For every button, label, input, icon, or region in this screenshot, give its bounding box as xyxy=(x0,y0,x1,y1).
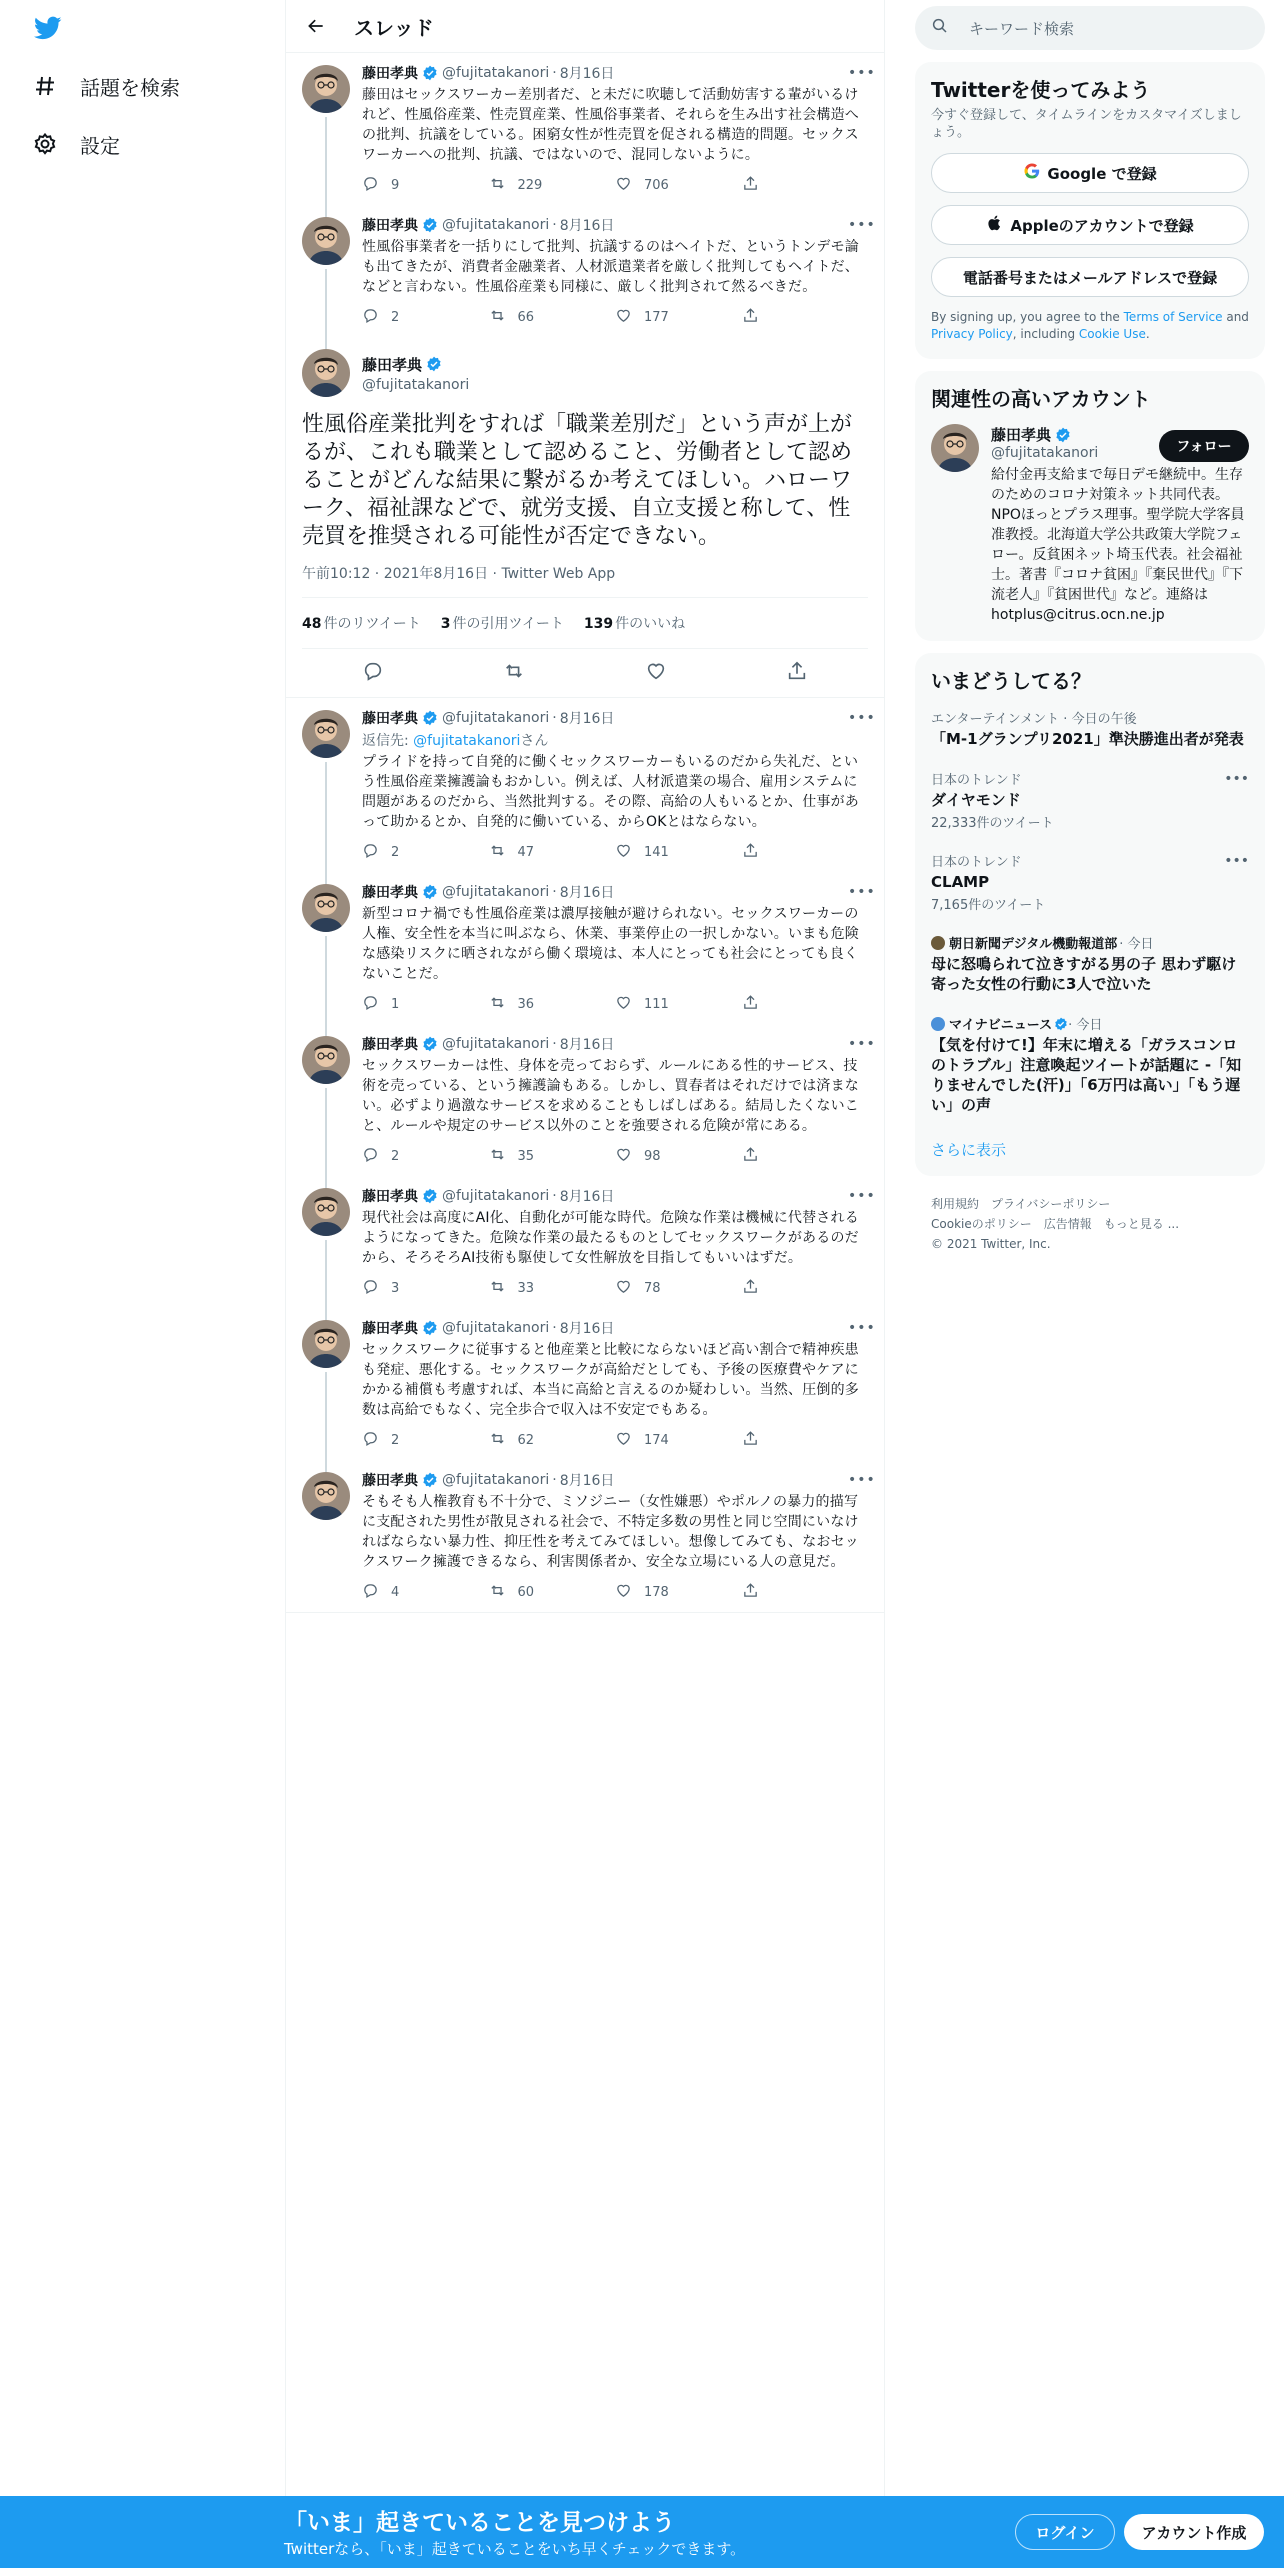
reply-icon xyxy=(362,307,391,328)
retweet-count: 60 xyxy=(517,1584,535,1600)
cookie-link[interactable]: Cookie Use xyxy=(1078,327,1146,341)
trend-title: 「M-1グランプリ2021」準決勝進出者が発表 xyxy=(931,730,1244,748)
reply-icon xyxy=(362,1582,391,1603)
bottom-signup-banner xyxy=(0,2496,1284,2568)
like-icon xyxy=(615,1278,644,1299)
like-button[interactable] xyxy=(615,994,742,1015)
like-icon xyxy=(615,1430,644,1451)
news-source: マイナビニュース xyxy=(949,1018,1053,1033)
more-options-icon[interactable]: ••• xyxy=(848,1472,876,1488)
share-button[interactable] xyxy=(742,994,869,1015)
more-options-icon[interactable]: ••• xyxy=(848,710,876,726)
related-account-name[interactable]: 藤田孝典 xyxy=(991,426,1052,444)
footer-link[interactable]: プライバシーポリシー xyxy=(991,1197,1111,1211)
author-handle[interactable]: @fujitatakanori xyxy=(442,217,550,233)
reply-button[interactable] xyxy=(362,1582,489,1603)
reply-icon[interactable] xyxy=(362,660,384,686)
focused-tweet-text: 性風俗産業批判をすれば「職業差別だ」という声が上がるが、これも職業として認めること、労働者として認めることがどんな結果に繋がるか考えてほしい。ハローワーク、福祉課などで、就労支援、自立支援と称して、性売買を推奨される可能性が否定できない。 xyxy=(302,412,853,549)
thread-connector xyxy=(325,936,327,1036)
footer xyxy=(915,1176,1265,1272)
retweet-icon xyxy=(489,175,518,196)
thread-header xyxy=(286,0,884,53)
avatar[interactable] xyxy=(931,424,979,472)
author-name[interactable]: 藤田孝典 xyxy=(362,355,423,374)
related-accounts-card xyxy=(915,371,1265,641)
retweet-count: 62 xyxy=(517,1432,535,1448)
share-button[interactable] xyxy=(742,1430,869,1451)
retweet-button[interactable] xyxy=(489,1430,616,1451)
verified-badge-icon xyxy=(426,356,442,372)
tweet-text: セックスワークに従事すると他産業と比較にならないほど高い割合で精神疾患も発症、悪化する。セックスワークが高給だとしても、予後の医療費やケアにかかる補償も考慮すれば、本当に高給と言えるのか疑わしい。当然、圧倒的多数は高給でもなく、完全歩合で収入は不安定でもある。 xyxy=(362,1342,859,1418)
reply-icon xyxy=(362,1430,391,1451)
author-name[interactable]: 藤田孝典 xyxy=(362,711,418,727)
like-count: 706 xyxy=(644,177,669,193)
hashtag-icon xyxy=(32,73,58,99)
like-icon xyxy=(615,1146,644,1167)
author-name[interactable]: 藤田孝典 xyxy=(362,1189,418,1205)
apple-signup-label: Appleのアカウントで登録 xyxy=(1010,216,1194,235)
retweet-button[interactable] xyxy=(489,1278,616,1299)
reply-button[interactable] xyxy=(362,307,489,328)
avatar[interactable] xyxy=(302,710,350,758)
thread-tweet[interactable]: ••• 藤田孝典 @fujitatakanori · 8月16日 セックスワークに従事すると他産業と比較にならないほど高い割合で精神疾患も発症、悪化する。セックスワークが高給だとしても、予後の医療費やケアにかかる補償も考慮すれば、本当に高給と言えるのか疑わしい。当然、圧倒的多数は高給でもなく、完全歩合で収入は不安定でもある。 2 62 174 xyxy=(286,1308,884,1460)
retweet-button[interactable] xyxy=(489,175,616,196)
share-icon xyxy=(742,842,771,863)
tweet-date[interactable]: 8月16日 xyxy=(559,1189,615,1205)
trends-card xyxy=(915,653,1265,1176)
more-options-icon[interactable]: ••• xyxy=(848,884,876,900)
share-button[interactable] xyxy=(742,175,869,196)
signup-card-subtitle: 今すぐ登録して、タイムラインをカスタマイズしましょう。 xyxy=(931,108,1242,140)
news-source-icon xyxy=(931,936,945,950)
retweet-count: 36 xyxy=(517,996,535,1012)
verified-badge-icon xyxy=(1055,427,1071,443)
trend-title: 【気を付けて!】年末に増える「ガラスコンロのトラブル」注意喚起ツイートが話題に -「知りませんでした(汗)」「6万円は高い」「もう遅い」の声 xyxy=(931,1036,1242,1114)
tweet-source[interactable]: · Twitter Web App xyxy=(488,566,615,582)
apple-icon xyxy=(986,214,1010,236)
nav-explore-label: 話題を検索 xyxy=(80,75,180,100)
more-options-icon[interactable]: ••• xyxy=(1224,771,1249,787)
thread-connector xyxy=(325,269,327,349)
avatar[interactable] xyxy=(302,1472,350,1520)
banner-subtitle: Twitterなら、「いま」起きていることをいち早くチェックできます。 xyxy=(284,2540,746,2558)
trend-item[interactable] xyxy=(915,698,1265,759)
trend-count: 22,333件のツイート xyxy=(931,816,1054,831)
related-account-bio: 給付金再支給まで毎日デモ継続中。生存のためのコロナ対策ネット共同代表。NPOほっとプラス理事。聖学院大学客員准教授。北海道大学公共政策大学院フェロー。反貧困ネット埼玉代表。社会福祉士。著書『コロナ貧困』『棄民世代』『下流老人』『貧困世代』など。連絡はhotplus@citrus.ocn.ne.jp xyxy=(991,467,1245,623)
reply-count: 4 xyxy=(391,1584,400,1600)
tweet-meta xyxy=(302,563,868,583)
nav-settings[interactable] xyxy=(32,124,120,164)
tweet-date[interactable]: 8月16日 xyxy=(559,1321,615,1337)
share-icon xyxy=(742,1582,771,1603)
thread-tweet[interactable]: ••• 藤田孝典 @fujitatakanori · 8月16日 藤田はセックスワーカー差別者だ、と未だに吹聴して活動妨害する輩がいるけれど、性風俗産業、性売買産業、性風俗事業者、それらを生み出す社会構造への批判、抗議をしている。困窮女性が性売買を促される構造的問題。セックスワーカーへの批判、抗議、ではないので、混同しないように。 9 229 706 xyxy=(286,53,884,205)
login-button[interactable]: ログイン xyxy=(1015,2514,1115,2550)
signup-button[interactable]: アカウント作成 xyxy=(1124,2514,1264,2550)
retweet-count: 33 xyxy=(517,1280,535,1296)
google-signup-label: Google で登録 xyxy=(1047,164,1157,183)
tweet-actions xyxy=(362,165,868,205)
author-name[interactable]: 藤田孝典 xyxy=(362,1473,418,1489)
gear-icon xyxy=(32,131,58,157)
tweet-date[interactable]: 8月16日 xyxy=(559,218,615,234)
thread-before-list xyxy=(286,53,884,337)
avatar[interactable] xyxy=(302,1188,350,1236)
author-name[interactable]: 藤田孝典 xyxy=(362,66,418,82)
tweet-text: 藤田はセックスワーカー差別者だ、と未だに吹聴して活動妨害する輩がいるけれど、性風俗産業、性売買産業、性風俗事業者、それらを生み出す社会構造への批判、抗議をしている。困窮女性が性売買を促される構造的問題。セックスワーカーへの批判、抗議、ではないので、混同しないように。 xyxy=(362,87,859,163)
like-count: 98 xyxy=(644,1148,661,1164)
trend-title: 母に怒鳴られて泣きすがる男の子 思わず駆け寄った女性の行動に3人で泣いた xyxy=(931,955,1237,993)
like-icon[interactable] xyxy=(645,660,667,686)
retweet-count: 66 xyxy=(517,309,535,325)
reply-icon xyxy=(362,994,391,1015)
phone-signup-label: 電話番号またはメールアドレスで登録 xyxy=(962,268,1218,287)
reply-icon xyxy=(362,842,391,863)
reply-count: 3 xyxy=(391,1280,400,1296)
reply-icon xyxy=(362,175,391,196)
retweet-button[interactable] xyxy=(489,994,616,1015)
more-options-icon[interactable]: ••• xyxy=(848,1320,876,1336)
retweet-icon xyxy=(489,1582,518,1603)
retweet-button[interactable] xyxy=(489,307,616,328)
retweet-button[interactable] xyxy=(489,842,616,863)
left-nav xyxy=(0,0,285,2568)
copyright: © 2021 Twitter, Inc. xyxy=(931,1237,1051,1251)
like-count: 111 xyxy=(644,996,669,1012)
reply-to-handle[interactable]: @fujitatakanori xyxy=(413,733,521,749)
tweet-text: セックスワーカーは性、身体を売っておらず、ルールにある性的サービス、技術を売っている、という擁護論もある。しかし、買春者はそれだけでは済まない。必ずより過激なサービスを求めることもしばしばある。結局したくないこと、ルールや規定のサービス以外のことを強要される危険が常にある。 xyxy=(362,1058,859,1134)
search-icon xyxy=(931,17,969,39)
trend-context: 日本のトレンド xyxy=(931,855,1022,870)
footer-link[interactable]: もっと見る ... xyxy=(1103,1217,1180,1231)
more-options-icon[interactable]: ••• xyxy=(848,65,876,81)
trend-context: 日本のトレンド xyxy=(931,773,1022,788)
nav-explore[interactable] xyxy=(32,66,180,106)
avatar[interactable] xyxy=(302,217,350,265)
search-placeholder: キーワード検索 xyxy=(969,19,1075,38)
tweet-text: 性風俗事業者を一括りにして批判、抗議するのはヘイトだ、というトンデモ論も出てきたが、消費者金融業者、人材派遣業者を厳しく批判してもヘイトだ、などと言わない。性風俗産業も同様に、厳しく批判されて然るべきだ。 xyxy=(362,239,859,295)
tweet-date[interactable]: 8月16日 xyxy=(559,1473,615,1489)
follow-button[interactable]: フォロー xyxy=(1159,430,1249,462)
share-button[interactable] xyxy=(742,1146,869,1167)
avatar[interactable] xyxy=(302,1036,350,1084)
like-button[interactable] xyxy=(615,1430,742,1451)
trend-item[interactable]: マイナビニュース · 今日 【気を付けて!】年末に増える「ガラスコンロのトラブル」注意喚起ツイートが話題に -「知りませんでした(汗)」「6万円は高い」「もう遅い」の声 xyxy=(915,1004,1265,1125)
thread-tweet[interactable]: ••• 藤田孝典 @fujitatakanori · 8月16日 現代社会は高度にAI化、自動化が可能な時代。危険な作業は機械に代替されるようになってきた。危険な作業の最たるものとしてセックスワークがあるのだから、そろそろAI技術も駆使して女性解放を目指してもいいはずだ。 3 33 78 xyxy=(286,1176,884,1308)
like-button[interactable] xyxy=(615,1582,742,1603)
reply-icon xyxy=(362,1146,391,1167)
avatar[interactable] xyxy=(302,1320,350,1368)
share-icon xyxy=(742,307,771,328)
retweet-button[interactable] xyxy=(489,1582,616,1603)
tweet-date[interactable]: 8月16日 xyxy=(559,885,615,901)
thread-tweet[interactable]: ••• 藤田孝典 @fujitatakanori · 8月16日 セックスワーカーは性、身体を売っておらず、ルールにある性的サービス、技術を売っている、という擁護論もある。しかし、買春者はそれだけでは済まない。必ずより過激なサービスを求めることもしばしばある。結局したくないこと、ルールや規定のサービス以外のことを強要される危険が常にある。 2 35 98 xyxy=(286,1024,884,1176)
like-count: 177 xyxy=(644,309,669,325)
author-handle[interactable]: @fujitatakanori xyxy=(442,65,550,81)
retweet-button[interactable] xyxy=(489,1146,616,1167)
author-handle[interactable]: @fujitatakanori xyxy=(442,710,550,726)
tweet-stats xyxy=(302,597,868,649)
more-options-icon[interactable]: ••• xyxy=(848,1036,876,1052)
tweet-date[interactable]: 8月16日 xyxy=(559,711,615,727)
like-count: 174 xyxy=(644,1432,669,1448)
reply-count: 2 xyxy=(391,1148,400,1164)
retweet-icon xyxy=(489,994,518,1015)
related-account-handle: @fujitatakanori xyxy=(991,445,1099,461)
news-source-icon xyxy=(931,1017,945,1031)
trend-title: CLAMP xyxy=(931,873,990,891)
show-more-link[interactable]: さらに表示 xyxy=(931,1141,1007,1159)
author-name[interactable]: 藤田孝典 xyxy=(362,1037,418,1053)
reply-icon xyxy=(362,1278,391,1299)
reply-to: 返信先: @fujitatakanoriさん xyxy=(362,733,549,749)
author-name[interactable]: 藤田孝典 xyxy=(362,885,418,901)
trend-title: ダイヤモンド xyxy=(931,791,1021,809)
signup-terms: By signing up, you agree to the Terms of Service and Privacy Policy, including Cookie Use. xyxy=(931,310,1249,341)
banner-title: 「いま」起きていることを見つけよう xyxy=(284,2510,675,2536)
footer-link[interactable]: 広告情報 xyxy=(1043,1217,1092,1231)
tweet-date[interactable]: · 2021年8月16日 xyxy=(370,566,488,582)
tweet-text: そもそも人権教育も不十分で、ミソジニー（女性嫌悪）やポルノの暴力的描写に支配された男性が散見される社会で、不特定多数の男性と同じ空間にいなければならない暴力性、抑圧性を考えてみてほしい。想像してみても、なおセックスワーク擁護できるなら、利害関係者か、安全な立場にいる人の意見だ。 xyxy=(362,1494,859,1570)
author-handle[interactable]: @fujitatakanori xyxy=(362,376,470,393)
tweet-actions xyxy=(362,1420,868,1460)
share-icon[interactable] xyxy=(786,660,808,686)
tweet-date[interactable]: 8月16日 xyxy=(559,1037,615,1053)
avatar[interactable] xyxy=(302,349,350,397)
trend-item[interactable] xyxy=(915,759,1265,841)
retweet-count: 229 xyxy=(517,177,543,193)
news-source: 朝日新聞デジタル機動報道部 xyxy=(949,937,1118,952)
share-icon xyxy=(742,994,771,1015)
retweet-icon xyxy=(489,1430,518,1451)
tweet-actions xyxy=(362,984,868,1024)
reply-button[interactable] xyxy=(362,994,489,1015)
like-icon xyxy=(615,994,644,1015)
trend-context: エンターテインメント · 今日の午後 xyxy=(931,712,1137,727)
reply-count: 2 xyxy=(391,844,400,860)
reply-count: 1 xyxy=(391,996,400,1012)
like-button[interactable] xyxy=(615,1278,742,1299)
like-icon xyxy=(615,175,644,196)
author-name[interactable]: 藤田孝典 xyxy=(362,1321,418,1337)
related-account[interactable] xyxy=(915,416,1265,641)
privacy-link[interactable]: Privacy Policy xyxy=(931,327,1013,341)
like-icon xyxy=(615,1582,644,1603)
share-button[interactable] xyxy=(742,1582,869,1603)
retweet-count: 35 xyxy=(517,1148,535,1164)
retweet-count-link[interactable]: 48 件のリツイート xyxy=(302,616,421,632)
apple-signup-button[interactable] xyxy=(931,205,1249,245)
author-handle[interactable]: @fujitatakanori xyxy=(442,1036,550,1052)
like-button[interactable] xyxy=(615,842,742,863)
share-button[interactable] xyxy=(742,307,869,328)
tweet-actions xyxy=(362,832,868,872)
quote-count-link[interactable]: 3 件の引用ツイート xyxy=(440,616,564,632)
like-count: 78 xyxy=(644,1280,661,1296)
google-icon xyxy=(1023,162,1047,184)
like-count-link[interactable]: 139 件のいいね xyxy=(583,616,686,632)
reply-button[interactable] xyxy=(362,1278,489,1299)
reply-count: 2 xyxy=(391,1432,400,1448)
nav-settings-label: 設定 xyxy=(80,133,120,158)
reply-button[interactable] xyxy=(362,1430,489,1451)
author-handle[interactable]: @fujitatakanori xyxy=(442,884,550,900)
tweet-actions xyxy=(362,1268,868,1308)
retweet-icon xyxy=(489,1146,518,1167)
thread-connector xyxy=(325,1088,327,1188)
page-title: スレッド xyxy=(354,15,434,40)
more-options-icon[interactable]: ••• xyxy=(848,1188,876,1204)
share-icon xyxy=(742,175,771,196)
thread-tweet[interactable]: ••• 藤田孝典 @fujitatakanori · 8月16日 新型コロナ禍でも性風俗産業は濃厚接触が避けられない。セックスワーカーの人権、安全性を本当に叫ぶなら、休業、事業停止の一択しかない。いまも危険な感染リスクに晒されながら働く環境は、本人にとっても社会にとっても良くないことだ。 1 36 111 xyxy=(286,872,884,1024)
thread-connector xyxy=(325,117,327,217)
right-sidebar xyxy=(915,0,1265,1272)
trends-title: いまどうしてる？ xyxy=(931,669,1091,693)
like-button[interactable] xyxy=(615,1146,742,1167)
like-icon xyxy=(615,842,644,863)
terms-link[interactable]: Terms of Service xyxy=(1123,310,1223,324)
phone-email-signup-button[interactable] xyxy=(931,257,1249,297)
avatar[interactable] xyxy=(302,884,350,932)
signup-card xyxy=(915,62,1265,359)
tweet-text: 現代社会は高度にAI化、自動化が可能な時代。危険な作業は機械に代替されるようになってきた。危険な作業の最たるものとしてセックスワークがあるのだから、そろそろAI技術も駆使して女性解放を目指してもいいはずだ。 xyxy=(362,1210,859,1266)
like-button[interactable] xyxy=(615,175,742,196)
reply-count: 2 xyxy=(391,309,400,325)
main-column xyxy=(285,0,885,2568)
tweet-actions xyxy=(362,1136,868,1176)
tweet-date[interactable]: 8月16日 xyxy=(559,66,615,82)
footer-link[interactable]: 利用規約 xyxy=(931,1197,980,1211)
like-icon xyxy=(615,307,644,328)
thread-tweet[interactable]: ••• 藤田孝典 @fujitatakanori · 8月16日 性風俗事業者を一括りにして批判、抗議するのはヘイトだ、というトンデモ論も出てきたが、消費者金融業者、人材派遣業者を厳しく批判してもヘイトだ、などと言わない。性風俗産業も同様に、厳しく批判されて然るべきだ。 2 66 177 xyxy=(286,205,884,337)
thread-connector xyxy=(325,1372,327,1472)
trend-item[interactable]: 朝日新聞デジタル機動報道部 · 今日 母に怒鳴られて泣きすがる男の子 思わず駆け寄った女性の行動に3人で泣いた xyxy=(915,923,1265,1004)
author-handle[interactable]: @fujitatakanori xyxy=(442,1320,550,1336)
author-handle[interactable]: @fujitatakanori xyxy=(442,1188,550,1204)
retweet-count: 47 xyxy=(517,844,535,860)
share-icon xyxy=(742,1146,771,1167)
footer-link[interactable]: Cookieのポリシー xyxy=(931,1217,1032,1231)
share-icon xyxy=(742,1278,771,1299)
like-button[interactable] xyxy=(615,307,742,328)
tweet-text: 新型コロナ禍でも性風俗産業は濃厚接触が避けられない。セックスワーカーの人権、安全性を本当に叫ぶなら、休業、事業停止の一択しかない。いまも危険な感染リスクに晒されながら働く環境は、本人にとっても社会にとっても良くないことだ。 xyxy=(362,906,859,982)
retweet-icon xyxy=(489,307,518,328)
like-count: 141 xyxy=(644,844,669,860)
retweet-icon xyxy=(489,1278,518,1299)
thread-connector xyxy=(325,762,327,884)
like-count: 178 xyxy=(644,1584,669,1600)
trend-count: 7,165件のツイート xyxy=(931,898,1046,913)
thread-after-list xyxy=(286,698,884,1613)
retweet-icon[interactable] xyxy=(503,660,525,686)
back-arrow-icon[interactable] xyxy=(302,12,330,40)
tweet-text: プライドを持って自発的に働くセックスワーカーもいるのだから失礼だ、という性風俗産業擁護論もおかしい。例えば、人材派遣業の場合、雇用システムに問題があるのだから、当然批判する。その際、高給の人もいるとか、仕事があって助かるとか、自発的に働いている、からOKとはならない。 xyxy=(362,754,859,830)
share-button[interactable] xyxy=(742,1278,869,1299)
related-accounts-title: 関連性の高いアカウント xyxy=(931,387,1151,411)
share-button[interactable] xyxy=(742,842,869,863)
more-options-icon[interactable]: ••• xyxy=(1224,853,1249,869)
google-signup-button[interactable] xyxy=(931,153,1249,193)
retweet-icon xyxy=(489,842,518,863)
reply-button[interactable] xyxy=(362,842,489,863)
tweet-actions xyxy=(362,297,868,337)
trend-item[interactable] xyxy=(915,841,1265,923)
thread-tweet[interactable]: ••• 藤田孝典 @fujitatakanori · 8月16日 そもそも人権教育も不十分で、ミソジニー（女性嫌悪）やポルノの暴力的描写に支配された男性が散見される社会で、不特定多数の男性と同じ空間にいなければならない暴力性、抑圧性を考えてみてほしい。想像してみても、なおセックスワーク擁護できるなら、利害関係者か、安全な立場にいる人の意見だ。 4 60 178 xyxy=(286,1460,884,1613)
tweet-actions xyxy=(362,1572,868,1612)
share-icon xyxy=(742,1430,771,1451)
focused-tweet xyxy=(286,337,884,698)
reply-count: 9 xyxy=(391,177,400,193)
search-input[interactable] xyxy=(915,6,1265,50)
twitter-logo-icon[interactable] xyxy=(32,14,64,42)
reply-button[interactable] xyxy=(362,175,489,196)
thread-tweet[interactable]: ••• 藤田孝典 @fujitatakanori · 8月16日 返信先: @fujitatakanoriさん プライドを持って自発的に働くセックスワーカーもいるのだから失礼だ、という性風俗産業擁護論もおかしい。例えば、人材派遣業の場合、雇用システムに問題があるのだから、当然批判する。その際、高給の人もいるとか、仕事があって助かるとか、自発的に働いている、からOKとはならない。 2 47 141 xyxy=(286,698,884,872)
author-handle[interactable]: @fujitatakanori xyxy=(442,1472,550,1488)
more-options-icon[interactable]: ••• xyxy=(848,217,876,233)
focused-tweet-actions xyxy=(302,649,868,697)
signup-card-title: Twitterを使ってみよう xyxy=(931,78,1151,102)
reply-button[interactable] xyxy=(362,1146,489,1167)
avatar[interactable] xyxy=(302,65,350,113)
tweet-time[interactable]: 午前10:12 xyxy=(302,566,371,582)
author-name[interactable]: 藤田孝典 xyxy=(362,218,418,234)
